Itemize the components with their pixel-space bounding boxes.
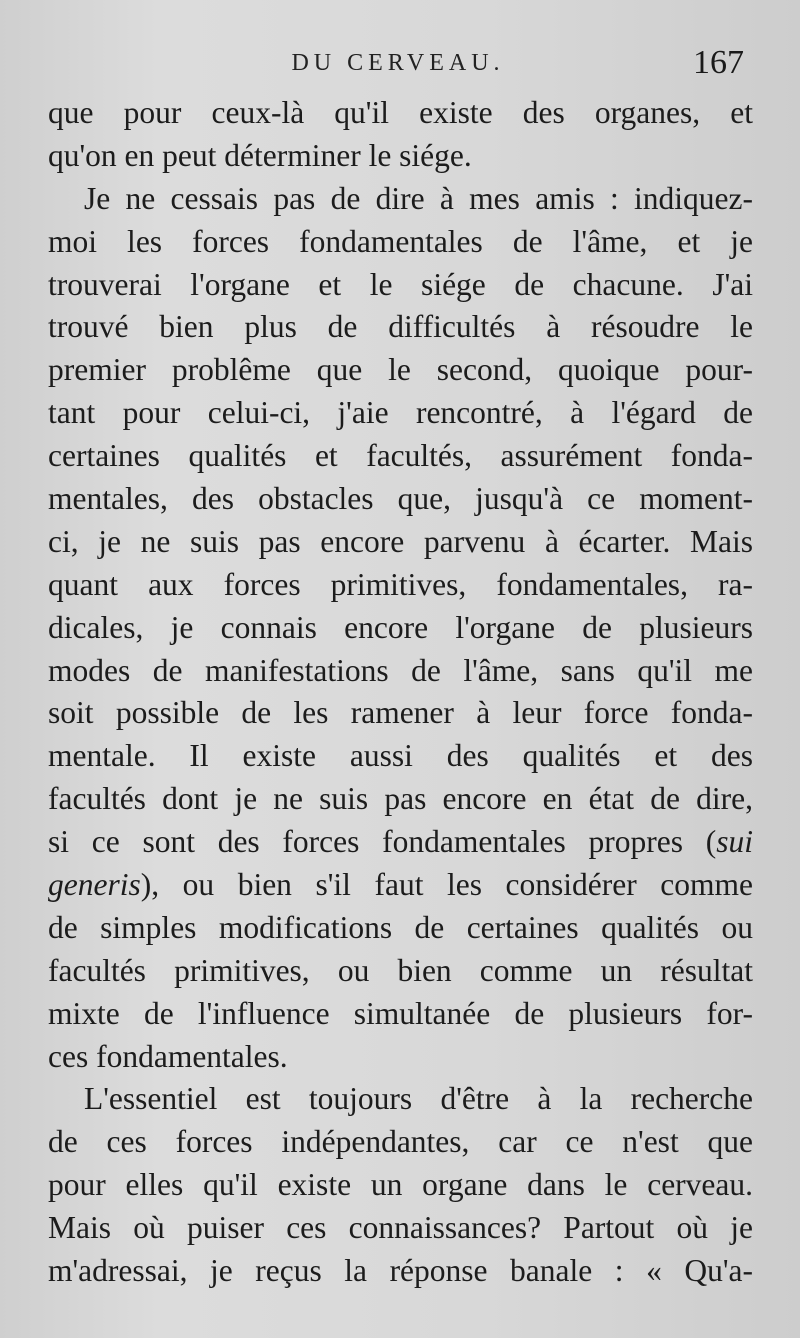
text-line: Mais où puiser ces connaissances? Partout où je [48, 1210, 753, 1246]
paragraph [48, 1078, 753, 1292]
text-line: ci, je ne suis pas encore parvenu à écarter. Mais [48, 523, 753, 559]
text-line: dicales, je connais encore l'organe de plusieurs [48, 609, 753, 645]
text-line: trouverai l'organe et le siége de chacune. J'ai [48, 266, 753, 302]
text-line: pour elles qu'il existe un organe dans le cerveau. [48, 1167, 753, 1203]
text-line: qu'on en peut déterminer le siége. [48, 137, 472, 173]
text-line: facultés dont je ne suis pas encore en état de dire, [48, 781, 753, 817]
text-line: soit possible de les ramener à leur force fonda- [48, 695, 753, 731]
text-line: de simples modifications de certaines qualités ou [48, 909, 753, 945]
text-line: tant pour celui-ci, j'aie rencontré, à l'égard de [48, 395, 753, 431]
text-line: que pour ceux-là qu'il existe des organes, et [48, 95, 753, 130]
paragraph [48, 178, 753, 1079]
text-line: L'essentiel est toujours d'être à la recherche [84, 1081, 753, 1117]
text-line: Je ne cessais pas de dire à mes amis : indiquez- [84, 180, 753, 216]
text-line: mentales, des obstacles que, jusqu'à ce moment- [48, 481, 753, 517]
text-line: ces fondamentales. [48, 1038, 288, 1074]
running-title: DU CERVEAU. [291, 50, 505, 76]
paragraph [48, 92, 753, 178]
text-line: quant aux forces primitives, fondamentales, ra- [48, 566, 753, 602]
text-line: facultés primitives, ou bien comme un résultat [48, 952, 753, 988]
text-line: mentale. Il existe aussi des qualités et des [48, 738, 753, 774]
text-line: generis), ou bien s'il faut les considérer comme [48, 867, 753, 903]
text-line: certaines qualités et facultés, assurément fonda- [48, 438, 753, 474]
body-text [48, 92, 753, 1293]
text-line: modes de manifestations de l'âme, sans qu'il me [48, 652, 753, 688]
text-line: mixte de l'influence simultanée de plusieurs for- [48, 995, 753, 1031]
text-line: trouvé bien plus de difficultés à résoudre le [48, 309, 753, 345]
text-line: de ces forces indépendantes, car ce n'est que [48, 1124, 753, 1160]
text-line: m'adressai, je reçus la réponse banale : « Qu'a- [48, 1253, 753, 1289]
text-line: moi les forces fondamentales de l'âme, et je [48, 223, 753, 259]
page-number: 167 [693, 44, 744, 81]
running-head [48, 44, 748, 84]
text-line: si ce sont des forces fondamentales propres (sui [48, 824, 753, 860]
text-line: premier problême que le second, quoique pour- [48, 352, 753, 388]
